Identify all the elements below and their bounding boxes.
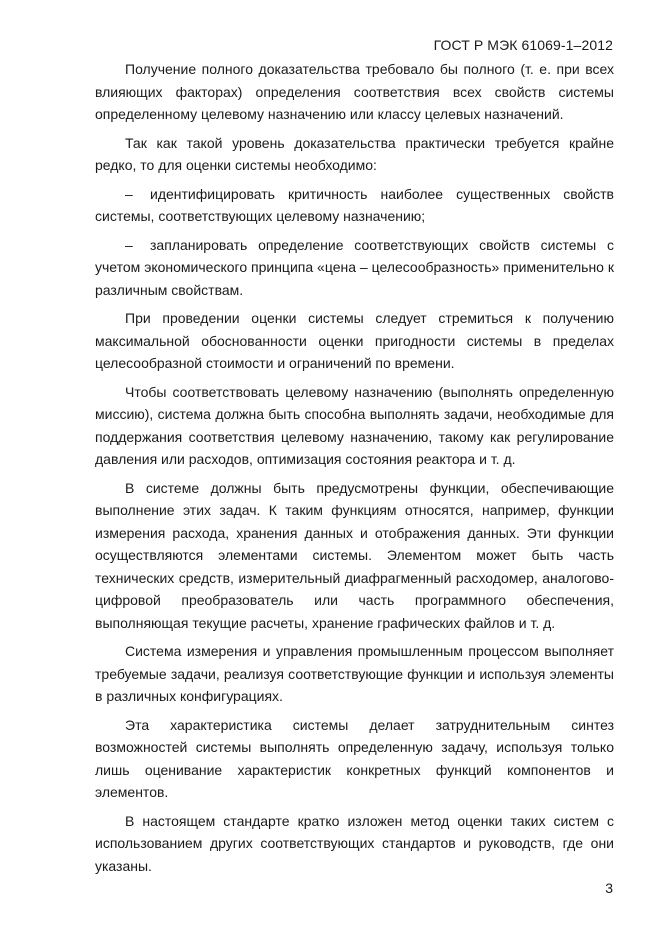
paragraph: Получение полного доказательства требовало бы полного (т. е. при всех влияющих факторах) определения соответствия всех свойств системы определенному целевому назначению или классу целевых назначений. bbox=[95, 61, 614, 122]
paragraph: Так как такой уровень доказательства практически требуется крайне редко, то для оценки системы необходимо: bbox=[95, 134, 614, 173]
list-item-text: запланировать определение соответствующих свойств системы с учетом экономического принципа «цена – целесообразность» применительно к различным свойствам. bbox=[95, 236, 614, 298]
list-dash: – bbox=[125, 236, 133, 253]
list-dash: – bbox=[125, 185, 133, 202]
paragraph: В настоящем стандарте кратко изложен метод оценки таких систем с использованием других соответствующих стандартов и руководств, где они указаны. bbox=[95, 812, 614, 874]
standard-designation: ГОСТ Р МЭК 61069-1–2012 bbox=[433, 37, 613, 53]
page-number: 3 bbox=[605, 880, 613, 896]
document-header bbox=[434, 37, 613, 53]
paragraph: Чтобы соответствовать целевому назначению (выполнять определенную миссию), система должна быть способна выполнять задачи, необходимые для поддержания соответствия целевому назначению, такому как регулирование давления или расходов, оптимизация состояния реактора и т. д. bbox=[95, 383, 614, 467]
paragraph: Эта характеристика системы делает затруднительным синтез возможностей системы выполнять определенную задачу, используя только лишь оценивание характеристик конкретных функций компонентов и элементов. bbox=[95, 716, 614, 800]
document-body bbox=[95, 58, 614, 883]
paragraph: При проведении оценки системы следует стремиться к получению максимальной обоснованности оценки пригодности системы в пределах целесообразной стоимости и ограничений по времени. bbox=[95, 310, 614, 371]
list-item bbox=[95, 183, 614, 228]
list-item bbox=[95, 234, 614, 302]
paragraph: Система измерения и управления промышленным процессом выполняет требуемые задачи, реализуя соответствующие функции и используя элементы в различных конфигурациях. bbox=[95, 643, 614, 704]
paragraph: В системе должны быть предусмотрены функции, обеспечивающие выполнение этих задач. К таким функциям относятся, например, функции измерения расхода, хранения данных и отображения данных. Эти функции осуществляются элементами системы. Элементом может быть часть технических средств, измерительный диафрагменный расходомер, аналогово-цифровой преобразователь или часть программного обеспечения, выполняющая текущие расчеты, хранение графических файлов и т. д. bbox=[95, 479, 614, 631]
list-item-text: идентифицировать критичность наиболее существенных свойств системы, соответствующих целевому назначению; bbox=[95, 185, 614, 224]
